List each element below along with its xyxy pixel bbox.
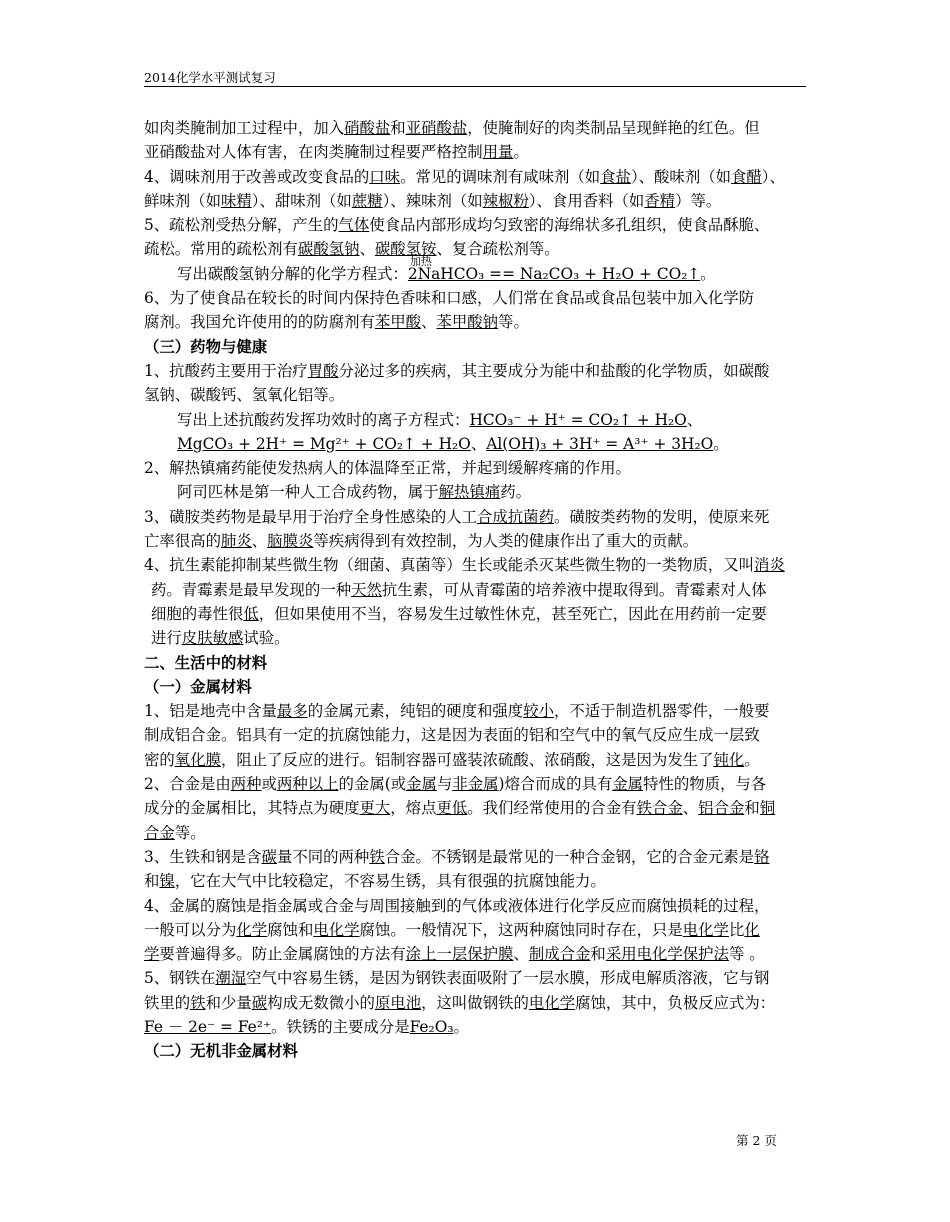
paragraph: 鲜味剂（如味精）、甜味剂（如蔗糖）、辣味剂（如辣椒粉）、食用香料（如香精）等。 xyxy=(144,191,722,210)
paragraph: 5、钢铁在潮湿空气中容易生锈，是因为钢铁表面吸附了一层水膜，形成电解质溶液，它与钢 xyxy=(144,969,770,988)
paragraph: 疏松。常用的疏松剂有碳酸氢钠、碳酸氢铵、复合疏松剂等。 xyxy=(144,240,560,259)
page-header xyxy=(144,68,806,87)
paragraph: 药。青霉素是最早发现的一种天然抗生素，可从青霉菌的培养液中提取得到。青霉素对人体 xyxy=(151,580,767,599)
equation-line: 写出碳酸氢钠分解的化学方程式： 加热 2NaHCO₃ == Na₂CO₃ + H₂O + CO₂↑。 xyxy=(144,262,808,286)
section-heading: （三）药物与健康 xyxy=(144,337,268,356)
equation-line: MgCO₃ + 2H⁺ = Mg²⁺ + CO₂↑ + H₂O、Al(OH)₃ + 3H⁺ = A³⁺ + 3H₂O。 xyxy=(177,434,729,453)
paragraph: 2、解热镇痛药能使发热病人的体温降至正常，并起到缓解疼痛的作用。 xyxy=(144,459,631,478)
paragraph: 制成铝合金。铝具有一定的抗腐蚀能力，这是因为表面的铝和空气中的氧气反应生成一层致 xyxy=(144,726,760,745)
paragraph: 2、合金是由两种或两种以上的金属(或金属与非金属)熔合而成的具有金属特性的物质，与各 xyxy=(144,775,767,794)
ionic-equation: HCO₃⁻ + H⁺ = CO₂↑ + H₂O xyxy=(469,410,687,429)
paragraph: 细胞的毒性很低，但如果使用不当，容易发生过敏性休克，甚至死亡，因此在用药前一定要 xyxy=(151,604,767,623)
heat-condition: 加热 xyxy=(409,254,432,268)
paragraph: 4、抗生素能抑制某些微生物（细菌、真菌等）生长或能杀灭某些微生物的一类物质，又叫消炎 xyxy=(144,556,785,575)
paragraph: 4、金属的腐蚀是指金属或合金与周围接触到的气体或液体进行化学反应而腐蚀损耗的过程， xyxy=(144,896,770,915)
page-number: 第 2 页 xyxy=(736,1133,777,1148)
header-title: 2014化学水平测试复习 xyxy=(144,70,276,85)
paragraph: 如肉类腌制加工过程中，加入硝酸盐和亚硝酸盐，使腌制好的肉类制品呈现鲜艳的红色。但 xyxy=(144,119,760,137)
paragraph: 亡率很高的肺炎、脑膜炎等疾病得到有效控制，为人类的健康作出了重大的贡献。 xyxy=(144,532,699,551)
section-heading: （一）金属材料 xyxy=(144,677,252,696)
paragraph: 成分的金属相比，其特点为硬度更大，熔点更低。我们经常使用的合金有铁合金、铝合金和铜 xyxy=(144,799,776,818)
paragraph: 1、铝是地壳中含量最多的金属元素，纯铝的硬度和强度较小，不适于制造机器零件，一般要 xyxy=(144,702,770,721)
paragraph: 阿司匹林是第一种人工合成药物，属于解热镇痛药。 xyxy=(177,483,532,502)
paragraph: 一般可以分为化学腐蚀和电化学腐蚀。一般情况下，这两种腐蚀同时存在，只是电化学比化 xyxy=(144,920,760,939)
paragraph: 进行皮肤敏感试验。 xyxy=(151,629,290,648)
section-heading: （二）无机非金属材料 xyxy=(144,1042,298,1061)
paragraph: 亚硝酸盐对人体有害，在肉类腌制过程要严格控制用量。 xyxy=(144,143,529,162)
paragraph: Fe － 2e⁻ = Fe²⁺。铁锈的主要成分是Fe₂O₃。 xyxy=(144,1017,469,1036)
document-body xyxy=(144,116,808,1064)
paragraph: 学要普遍得多。防止金属腐蚀的方法有涂上一层保护膜、制成合金和采用电化学保护法等 。 xyxy=(144,945,765,964)
electrode-equation: Fe － 2e⁻ = Fe²⁺ xyxy=(144,1017,272,1036)
paragraph: 6、为了使食品在较长的时间内保持色香味和口感，人们常在食品或食品包装中加入化学防 xyxy=(144,289,755,308)
paragraph: 氢钠、碳酸钙、氢氧化铝等。 xyxy=(144,386,345,405)
paragraph: 腐剂。我国允许使用的的防腐剂有苯甲酸、苯甲酸钠等。 xyxy=(144,313,529,332)
paragraph: 3、生铁和钢是含碳量不同的两种铁合金。不锈钢是最常见的一种合金钢，它的合金元素是铬 xyxy=(144,847,770,866)
paragraph: 合金等。 xyxy=(144,823,206,842)
paragraph: 4、调味剂用于改善或改变食品的口味。常见的调味剂有咸味剂（如食盐）、酸味剂（如食醋）、 xyxy=(144,167,785,186)
ionic-equation: Al(OH)₃ + 3H⁺ = A³⁺ + 3H₂O xyxy=(486,434,714,453)
paragraph: 密的氧化膜，阻止了反应的进行。铝制容器可盛装浓硫酸、浓硝酸，这是因为发生了钝化。 xyxy=(144,750,760,769)
chemical-equation: 2NaHCO₃ == Na₂CO₃ + H₂O + CO₂↑ xyxy=(407,264,701,283)
paragraph: 铁里的铁和少量碳构成无数微小的原电池，这叫做钢铁的电化学腐蚀，其中，负极反应式为： xyxy=(144,993,776,1012)
ionic-equation: MgCO₃ + 2H⁺ = Mg²⁺ + CO₂↑ + H₂O xyxy=(177,434,471,453)
paragraph: 3、磺胺类药物是最早用于治疗全身性感染的人工合成抗菌药。磺胺类药物的发明，使原来死 xyxy=(144,507,770,526)
paragraph: 和镍，它在大气中比较稳定，不容易生锈，具有很强的抗腐蚀能力。 xyxy=(144,872,606,891)
section-heading: 二、生活中的材料 xyxy=(144,653,268,672)
equation-line: 写出上述抗酸药发挥功效时的离子方程式：HCO₃⁻ + H⁺ = CO₂↑ + H₂O、 xyxy=(177,410,703,429)
paragraph: 5、疏松剂受热分解，产生的气体使食品内部形成均匀致密的海绵状多孔组织，使食品酥脆、 xyxy=(144,216,770,235)
paragraph: 1、抗酸药主要用于治疗胃酸分泌过多的疾病，其主要成分为能中和盐酸的化学物质，如碳酸 xyxy=(144,361,770,380)
